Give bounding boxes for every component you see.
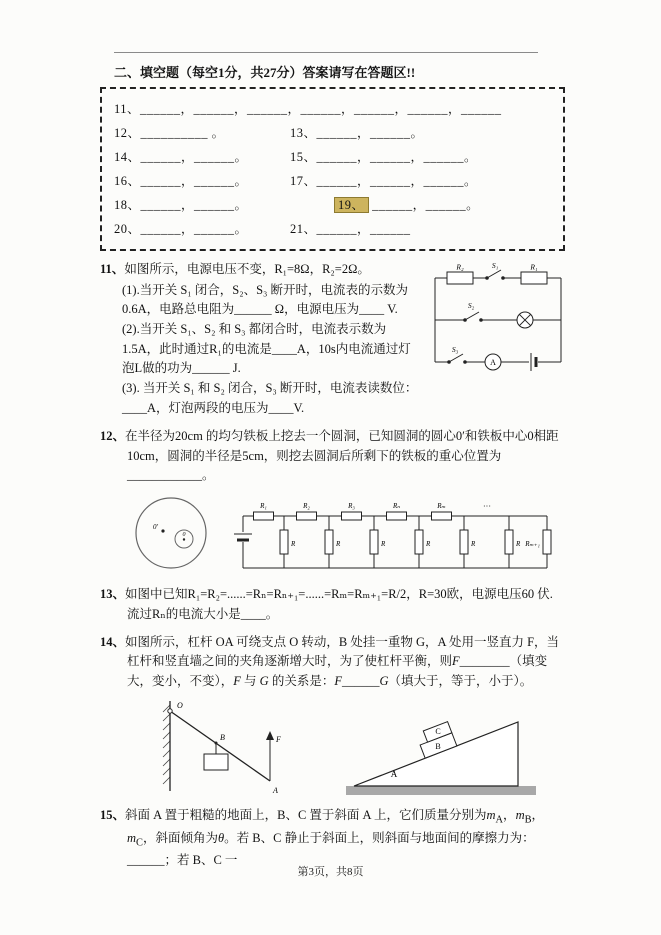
question-15-number: 15、: [100, 808, 126, 823]
question-13-text: 如图中已知R₁=R₂=......=Rₙ=Rₙ₊₁=......=Rₘ=Rₘ₊₁=R/2，R=30欧，电源电压60 伏. 流过Rₙ的电流大小是____。: [125, 587, 553, 621]
lever-label-b: B: [220, 733, 225, 743]
ammeter-label: A: [490, 358, 496, 368]
answer-row-12: 12、__________ 。: [114, 126, 225, 141]
ladder-r-label: R: [291, 540, 296, 549]
answer-row-13: 13、______，______。: [290, 126, 424, 141]
section-header: 二、填空题（每空1分，共27分）答案请写在答题区!!: [114, 65, 416, 80]
ladder-top-label-5: Rₘ: [437, 502, 446, 511]
answer-row-15: 15、______，______，______。: [290, 150, 478, 165]
answer-row-19-highlight: 19、: [334, 197, 369, 213]
disk-diagram: [124, 491, 219, 576]
answer-row-19: [334, 193, 479, 217]
question-11-part1: (1).当开关 S₁ 闭合，S₂、S₃ 断开时，电流表的示数为0.6A，电路总电阻为______ Ω，电源电压为____ V.: [122, 282, 409, 316]
question-11: [100, 260, 565, 418]
answer-row: [114, 97, 553, 121]
page-footer: 第3页，共8页: [297, 865, 364, 878]
question-14-number: 14、: [100, 635, 126, 650]
question-15-text-line: [100, 806, 565, 871]
lever-label-o: O: [177, 701, 183, 711]
answer-row: [114, 145, 553, 169]
answer-row: [114, 121, 553, 145]
answer-row: [114, 169, 553, 193]
answer-row-14: 14、______，______。: [114, 150, 248, 165]
lever-label-a: A: [273, 786, 278, 796]
incline-label-a: A: [390, 769, 398, 780]
question-12: [100, 427, 565, 576]
answer-box: [100, 87, 565, 251]
circuit-label-s1: S₁: [491, 262, 499, 271]
ladder-top-label-2: R₂: [303, 502, 310, 511]
question-14-text-line: [100, 633, 565, 691]
circuit-label-r2: R₂: [456, 262, 464, 272]
ladder-r-label: R: [426, 540, 431, 549]
circuit-diagram: [431, 262, 565, 374]
answer-row: [114, 217, 553, 241]
question-14-text: 如图所示，杠杆 OA 可绕支点 O 转动，B 处挂一重物 G，A 处用一竖直力 F，当杠杆和竖直墙之间的夹角逐渐增大时，为了使杠杆平衡，则F________（填变大，变小，不变），F 与 G 的关系是：F______G（填大于，等于，小于）。: [125, 635, 560, 688]
question-12-text-line: [100, 427, 565, 485]
incline-label-b: B: [435, 742, 441, 752]
ground-bar: [346, 786, 536, 795]
incline-diagram: [346, 702, 541, 797]
question-12-number: 12、: [100, 429, 126, 444]
ladder-top-label-4: Rₙ: [392, 502, 401, 511]
answer-row-20: 20、______，______。: [114, 222, 248, 237]
ladder-r-label: R: [471, 540, 476, 549]
answer-row-17: 17、______，______，______。: [290, 174, 478, 189]
question-14-diagrams: [148, 697, 565, 797]
disk-center-label: 0′: [153, 523, 159, 532]
answer-row-18: 18、______，______。: [114, 198, 248, 213]
question-15-text: 斜面 A 置于粗糙的地面上，B、C 置于斜面 A 上，它们质量分别为$m_A$，$m_B$，$m_C$，斜面倾角为θ。若 B、C 静止于斜面上，则斜面与地面间的摩擦力为：______；若 B、C 一: [125, 808, 545, 868]
answer-row: [114, 193, 553, 217]
incline-label-c: C: [435, 727, 441, 737]
ladder-top-label-1: R₁: [260, 502, 267, 511]
question-13: [100, 585, 565, 624]
ladder-last-label: Rₘ₊₁: [525, 540, 540, 549]
question-13-text-line: [100, 585, 565, 624]
lever-label-f: F: [276, 735, 281, 745]
ladder-r-label: R: [516, 540, 521, 549]
question-11-number: 11、: [100, 262, 125, 277]
answer-row-21: 21、______，______: [290, 222, 411, 237]
question-12-diagrams: [124, 491, 565, 576]
ladder-r-label: R: [381, 540, 386, 549]
answer-row-16: 16、______，______。: [114, 174, 248, 189]
ladder-top-label-3: R₃: [348, 502, 355, 511]
header-rule: [114, 52, 538, 53]
question-11-part2: (2).当开关 S₁、S₂ 和 S₃ 都闭合时，电流表示数为1.5A，此时通过R₁的电流是____A，10s内电流通过灯泡L做的功为______ J.: [122, 322, 411, 376]
question-13-number: 13、: [100, 587, 126, 602]
lever-diagram: [148, 697, 298, 797]
ladder-r-label: R: [336, 540, 341, 549]
circuit-label-s3: S₃: [451, 345, 459, 355]
circuit-label-s2: S₂: [467, 301, 475, 311]
answer-row-19-blanks: ______，______。: [368, 198, 480, 213]
disk-hole-label: 0: [182, 532, 186, 539]
answer-row-11: 11、______，______，______，______，______，______，______: [114, 102, 502, 117]
ladder-ellipsis: ···: [483, 502, 491, 512]
question-11-part3: (3). 当开关 S₁ 和 S₂ 闭合，S₃ 断开时，电流表读数位：____A，灯泡两段的电压为____V.: [122, 381, 418, 415]
ladder-diagram: [229, 496, 559, 576]
circuit-label-r1: R₁: [530, 262, 538, 272]
question-11-intro: 如图所示，电源电压不变，R₁=8Ω，R₂=2Ω。: [124, 262, 370, 277]
question-15: [100, 806, 565, 871]
question-12-text: 在半径为20cm 的均匀铁板上挖去一个圆洞，已知圆洞的圆心0′和铁板中心0相距10cm，圆洞的半径是5cm，则挖去圆洞后所剩下的铁板的重心位置为____________。: [125, 429, 559, 482]
question-14: [100, 633, 565, 797]
